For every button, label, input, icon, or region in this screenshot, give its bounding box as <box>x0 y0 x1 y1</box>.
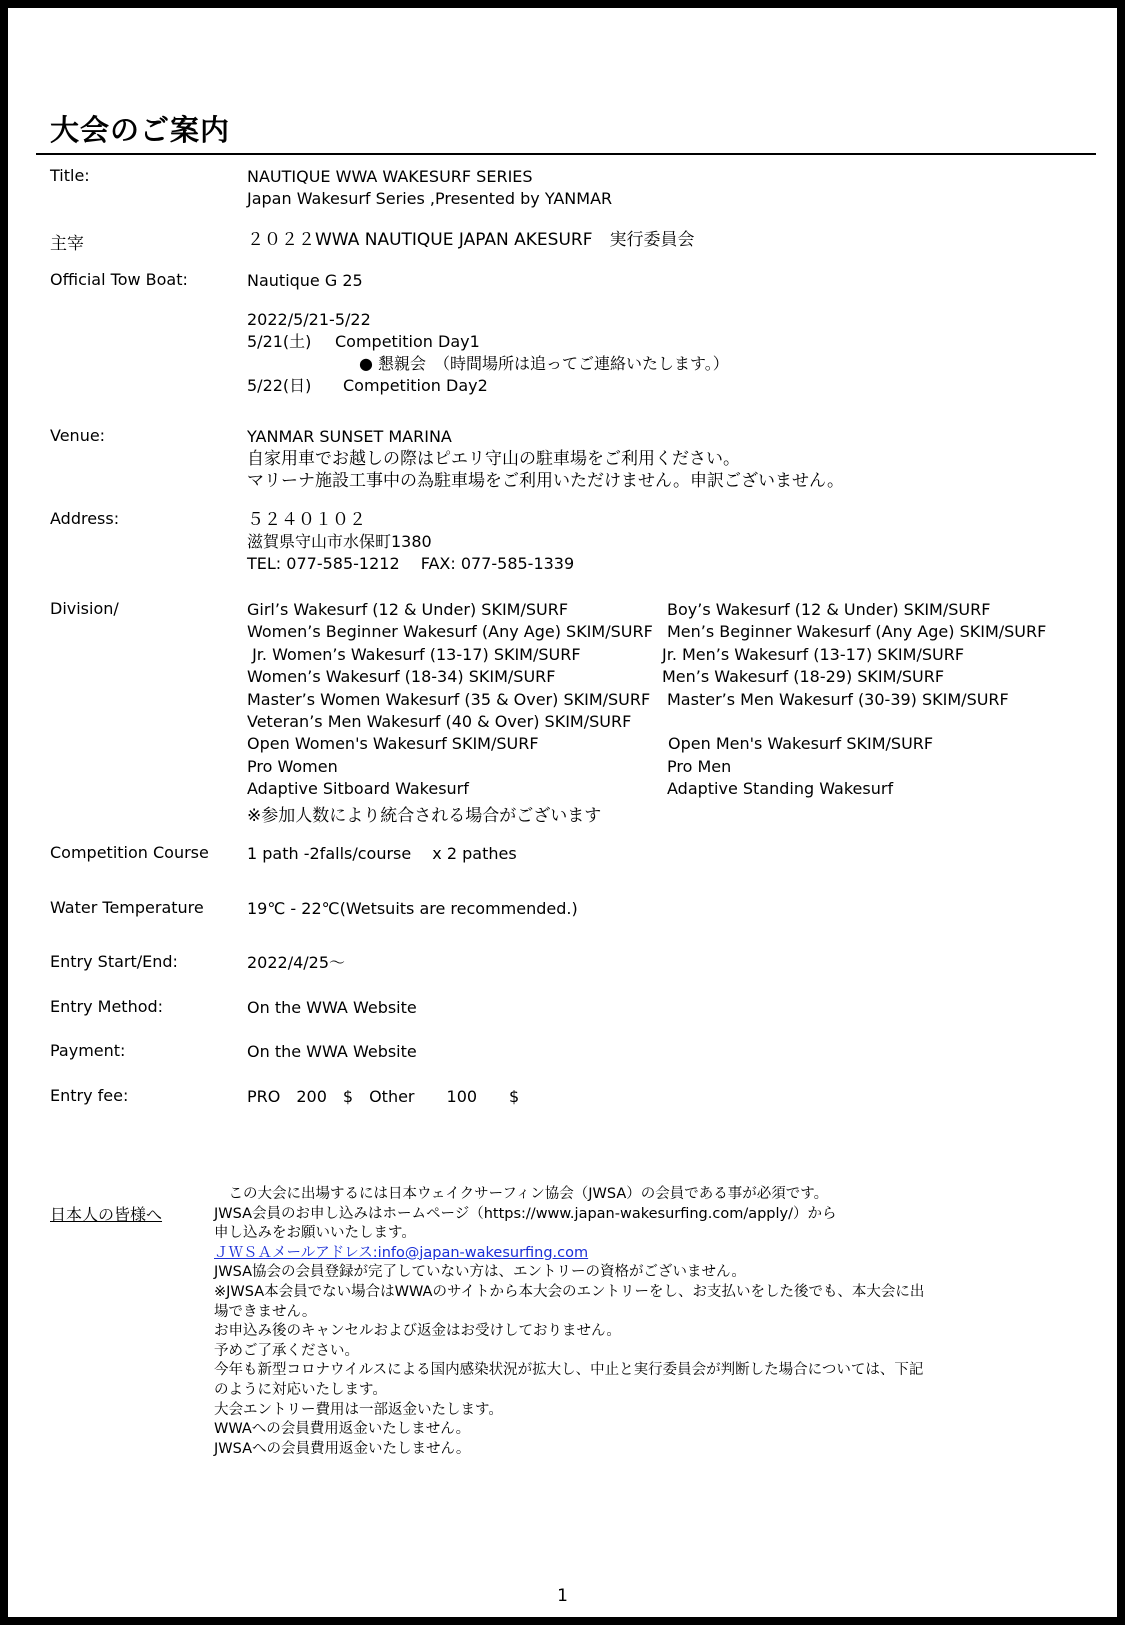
venue-name: YANMAR SUNSET MARINA <box>247 427 452 446</box>
division-item: Girl’s Wakesurf (12 & Under) SKIM/SURF <box>247 600 569 619</box>
jwsa-email-link[interactable]: ＪＷＳＡメールアドレス:info@japan-wakesurfing.com <box>214 1244 589 1261</box>
schedule-day2-date: 5/22(日) <box>247 376 312 395</box>
division-item: Open Women's Wakesurf SKIM/SURF <box>247 734 539 754</box>
payment-label: Payment: <box>50 1041 126 1060</box>
venue-note-1: 自家用車でお越しの際はピエリ守山の駐車場をご利用ください。 <box>247 449 740 469</box>
division-item: Master’s Women Wakesurf (35 & Over) SKIM/SURF <box>247 689 651 709</box>
schedule <box>247 309 729 397</box>
division-note: ※参加人数により統合される場合がございます <box>247 806 602 826</box>
entry-period-value: 2022/4/25〜 <box>247 953 346 972</box>
notice-line: 大会エントリー費用は一部返金いたします。 <box>214 1401 503 1418</box>
entry-fee-value: PRO 200 $ Other 100 $ <box>247 1087 520 1106</box>
notice-line: JWSAへの会員費用返金いたしません。 <box>214 1440 471 1457</box>
division-item: Adaptive Standing Wakesurf <box>667 779 894 799</box>
notice-line: JWSA会員のお申し込みはホームページ（https://www.japan-wakesurfing.com/apply/）から <box>214 1205 837 1222</box>
notice-line: ※JWSA本会員でない場合はWWAのサイトから本大会のエントリーをし、お支払いをした後でも、本大会に出 <box>214 1283 925 1300</box>
schedule-day2-event: Competition Day2 <box>343 376 488 395</box>
course-label: Competition Course <box>50 843 209 862</box>
division-item: Pro Women <box>247 756 338 776</box>
division-item: Boy’s Wakesurf (12 & Under) SKIM/SURF <box>667 600 991 619</box>
tow-boat-value: Nautique G 25 <box>247 271 363 290</box>
schedule-day1-event: Competition Day1 <box>335 332 480 351</box>
water-temp-label: Water Temperature <box>50 898 204 917</box>
division-item: Men’s Wakesurf (18-29) SKIM/SURF <box>662 667 945 687</box>
division-item: Men’s Beginner Wakesurf (Any Age) SKIM/SURF <box>667 622 1047 642</box>
schedule-party: ● 懇親会 （時間場所は追ってご連絡いたします。） <box>359 354 729 373</box>
water-temp-value: 19℃ - 22℃(Wetsuits are recommended.) <box>247 899 578 918</box>
notice-line: JWSA協会の会員登録が完了していない方は、エントリーの資格がございません。 <box>214 1264 746 1281</box>
entry-method-label: Entry Method: <box>50 997 164 1016</box>
address-contact: TEL: 077-585-1212 FAX: 077-585-1339 <box>247 554 575 573</box>
title-value <box>247 166 612 210</box>
entry-method-value: On the WWA Website <box>247 998 417 1017</box>
tow-boat-label: Official Tow Boat: <box>50 270 188 289</box>
division-item: Master’s Men Wakesurf (30-39) SKIM/SURF <box>667 689 1009 709</box>
course-value: 1 path -2falls/course x 2 pathes <box>247 844 517 863</box>
address-value <box>247 509 574 575</box>
schedule-day2 <box>247 375 729 397</box>
division-item: Pro Men <box>667 756 732 776</box>
address-street: 滋賀県守山市水保町1380 <box>247 532 432 551</box>
schedule-day1-date: 5/21(土) <box>247 332 312 351</box>
host-value: ２０２２WWA NAUTIQUE JAPAN AKESURF 実行委員会 <box>247 230 695 250</box>
title-line-1: NAUTIQUE WWA WAKESURF SERIES <box>247 167 533 186</box>
division-item: Open Men's Wakesurf SKIM/SURF <box>668 734 934 754</box>
host-label: 主宰 <box>50 234 84 254</box>
page-number: 1 <box>557 1586 568 1606</box>
division-item: Adaptive Sitboard Wakesurf <box>247 779 469 799</box>
venue-label: Venue: <box>50 426 106 445</box>
notice-line: 申し込みをお願いいたします。 <box>214 1225 416 1242</box>
division-item: Jr. Men’s Wakesurf (13-17) SKIM/SURF <box>662 644 965 664</box>
notice-line: この大会に出場するには日本ウェイクサーフィン協会（JWSA）の会員である事が必須です。 <box>214 1186 829 1202</box>
division-item: Jr. Women’s Wakesurf (13-17) SKIM/SURF <box>247 644 581 664</box>
title-label: Title: <box>50 166 90 185</box>
division-item: Women’s Beginner Wakesurf (Any Age) SKIM/SURF <box>247 622 653 642</box>
division-label: Division/ <box>50 599 119 618</box>
division-item: Veteran’s Men Wakesurf (40 & Over) SKIM/SURF <box>247 711 632 731</box>
address-label: Address: <box>50 509 120 528</box>
venue-value <box>247 426 844 492</box>
page-title: 大会のご案内 <box>50 113 231 147</box>
title-line-2: Japan Wakesurf Series ,Presented by YANMAR <box>247 189 613 208</box>
notice-text <box>214 1185 924 1459</box>
division-item: Women’s Wakesurf (18-34) SKIM/SURF <box>247 667 556 687</box>
notice-line: お申込み後のキャンセルおよび返金はお受けしておりません。 <box>214 1323 621 1340</box>
address-postal: ５２４０１０２ <box>247 510 366 530</box>
notice-label: 日本人の皆様へ <box>50 1205 163 1224</box>
entry-period-label: Entry Start/End: <box>50 952 178 971</box>
entry-fee-label: Entry fee: <box>50 1086 129 1105</box>
title-divider <box>36 153 1096 155</box>
notice-line: 予めご了承ください。 <box>214 1342 359 1359</box>
notice-line: WWAへの会員費用返金いたしません。 <box>214 1421 471 1438</box>
notice-line: のように対応いたします。 <box>214 1381 387 1398</box>
notice-line: 場できません。 <box>214 1303 317 1320</box>
notice-line: 今年も新型コロナウイルスによる国内感染状況が拡大し、中止と実行委員会が判断した場合については、下記 <box>214 1362 924 1379</box>
payment-value: On the WWA Website <box>247 1042 417 1061</box>
venue-note-2: マリーナ施設工事中の為駐車場をご利用いただけません。申訳ございません。 <box>247 471 845 491</box>
schedule-day1 <box>247 331 729 353</box>
schedule-dates: 2022/5/21-5/22 <box>247 310 371 329</box>
